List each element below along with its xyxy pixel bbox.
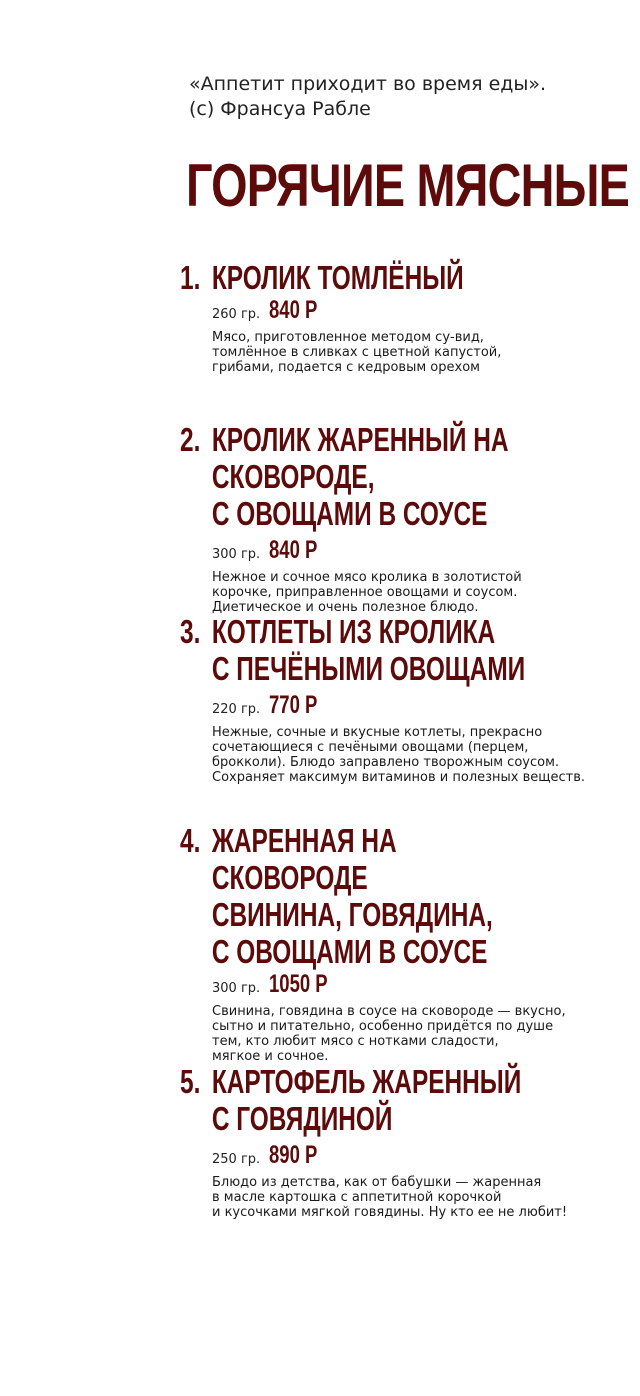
menu-item: [180, 822, 640, 1064]
menu-item-heading: [180, 421, 520, 532]
menu-item: [180, 1063, 640, 1220]
menu-item-title: КОТЛЕТЫ ИЗ КРОЛИКА С ПЕЧЁНЫМИ ОВОЩАМИ: [211, 613, 526, 687]
menu-item-title: КАРТОФЕЛЬ ЖАРЕННЫЙ С ГОВЯДИНОЙ: [211, 1063, 522, 1137]
quote-text: «Аппетит приходит во время еды».: [189, 73, 547, 95]
menu-item-price: 840 Р: [268, 536, 317, 564]
menu-item: [180, 259, 563, 375]
menu-item-weight: 250 гр.: [212, 1152, 261, 1167]
menu-item-description: Нежное и сочное мясо кролика в золотистой корочке, приправленное овощами и соусом. Диетическое и очень полезное блюдо.: [212, 570, 522, 615]
menu-item-title: КРОЛИК ЖАРЕННЫЙ НА СКОВОРОДЕ, С ОВОЩАМИ В СОУСЕ: [211, 421, 509, 532]
menu-item-price-line: [212, 296, 563, 326]
menu-item-weight: 300 гр.: [212, 981, 261, 996]
menu-item: [180, 613, 640, 785]
menu-item-price-line: [212, 691, 640, 721]
menu-item-description: Свинина, говядина в соусе на сковороде — вкусно, сытно и питательно, особенно придётся по душе тем, кто любит мясо с нотками сладости, мягкое и сочное.: [212, 1004, 566, 1064]
menu-item-heading: [180, 822, 520, 970]
quote-author: (с) Франсуа Рабле: [189, 98, 371, 120]
menu-item-price-line: [212, 1141, 640, 1171]
menu-item-price: 840 Р: [268, 296, 317, 324]
menu-item-price: 890 Р: [268, 1141, 317, 1169]
menu-item-price: 770 Р: [268, 691, 317, 719]
section-title: ГОРЯЧИЕ МЯСНЫЕ: [186, 152, 630, 219]
menu-item-weight: 220 гр.: [212, 702, 261, 717]
menu-item-heading: [180, 259, 464, 296]
menu-item-price: 1050 Р: [268, 970, 328, 998]
menu-item-number: 4.: [180, 822, 201, 859]
menu-item-description: Нежные, сочные и вкусные котлеты, прекрасно сочетающиеся с печёными овощами (перцем, брокколи). Блюдо заправлено творожным соусом. Сохраняет максимум витаминов и полезных веществ.: [212, 725, 586, 785]
menu-item-title: КРОЛИК ТОМЛЁНЫЙ: [211, 259, 464, 296]
epigraph-quote: [189, 72, 546, 122]
menu-item-description: Мясо, приготовленное методом су-вид, томлённое в сливках с цветной капустой, грибами, подается с кедровым орехом: [212, 330, 502, 375]
menu-item-price-line: [212, 970, 640, 1000]
menu-item-heading: [180, 1063, 520, 1137]
menu-item-weight: 260 гр.: [212, 307, 261, 322]
menu-item-number: 1.: [180, 259, 201, 296]
menu-item-number: 5.: [180, 1063, 201, 1100]
menu-item-title: ЖАРЕННАЯ НА СКОВОРОДЕ СВИНИНА, ГОВЯДИНА, С ОВОЩАМИ В СОУСЕ: [211, 822, 493, 970]
menu-item-heading: [180, 613, 526, 687]
menu-item-number: 2.: [180, 421, 201, 458]
menu-item-number: 3.: [180, 613, 201, 650]
menu-item-price-line: [212, 536, 640, 566]
menu-item-description: Блюдо из детства, как от бабушки — жаренная в масле картошка с аппетитной корочкой и кусочками мягкой говядины. Ну кто ее не любит!: [212, 1175, 568, 1220]
menu-item-weight: 300 гр.: [212, 547, 261, 562]
menu-item: [180, 421, 640, 615]
